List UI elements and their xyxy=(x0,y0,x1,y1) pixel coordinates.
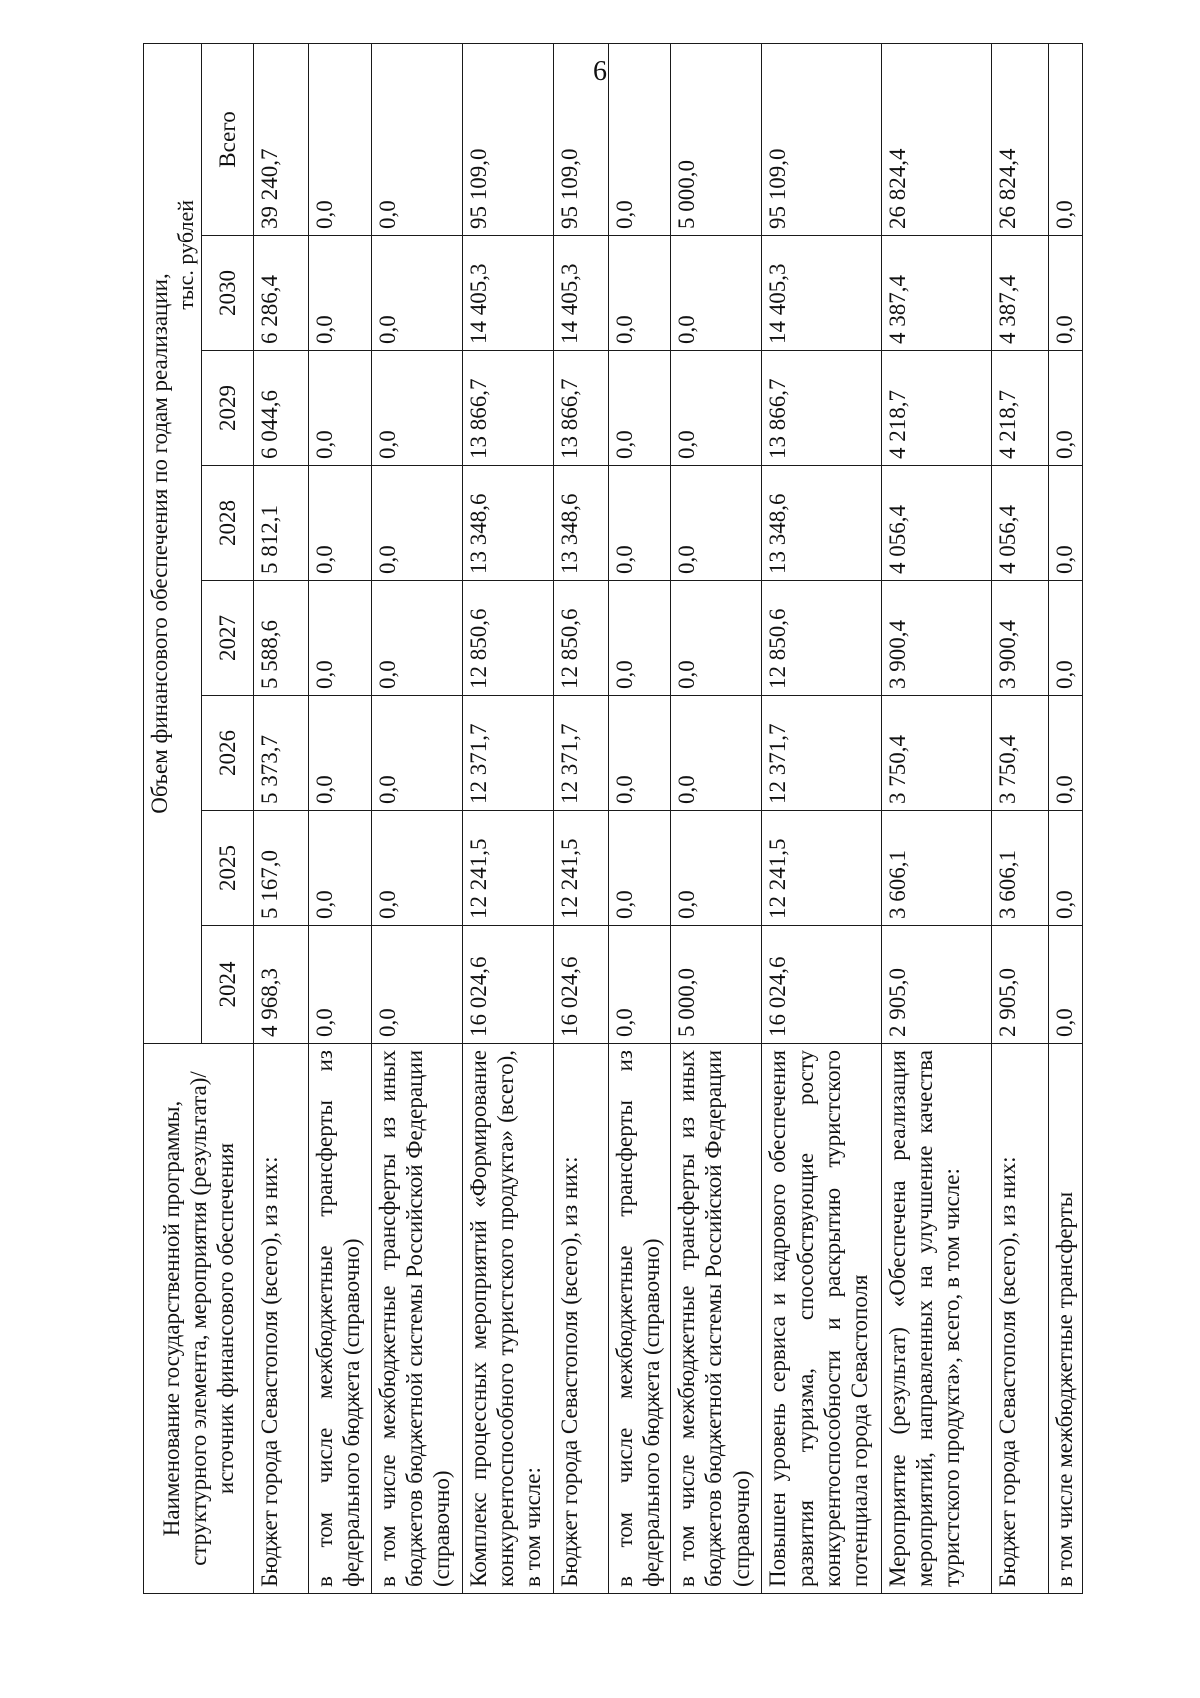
row-year-cell: 14 405,3 xyxy=(462,236,553,351)
row-year-cell: 0,0 xyxy=(1049,351,1083,466)
row-name: Мероприятие (результат) «Обеспечена реализация мероприятий, направленных на улучшение качества туристского продукта», всего, в том числе: xyxy=(882,1044,992,1594)
row-year-cell: 0,0 xyxy=(308,236,371,351)
row-year-cell: 13 866,7 xyxy=(462,351,553,466)
row-year-cell: 5 000,0 xyxy=(671,926,762,1044)
row-year-cell: 0,0 xyxy=(308,351,371,466)
row-total-cell: 26 824,4 xyxy=(882,43,992,235)
row-name: в том числе межбюджетные трансферты из федерального бюджета (справочно) xyxy=(308,1044,371,1594)
year-header: 2024 xyxy=(202,926,254,1044)
row-total-cell: 0,0 xyxy=(1049,43,1083,235)
row-year-cell: 0,0 xyxy=(308,811,371,926)
row-year-cell: 0,0 xyxy=(371,926,462,1044)
row-year-cell: 0,0 xyxy=(371,581,462,696)
table-row xyxy=(762,43,882,1593)
row-year-cell: 13 866,7 xyxy=(762,351,882,466)
row-year-cell: 0,0 xyxy=(308,696,371,811)
row-name: в том числе межбюджетные трансферты из иных бюджетов бюджетной системы Российской Федерации (справочно) xyxy=(671,1044,762,1594)
row-year-cell: 0,0 xyxy=(371,696,462,811)
row-year-cell: 12 850,6 xyxy=(553,581,608,696)
row-year-cell: 2 905,0 xyxy=(882,926,992,1044)
row-total-cell: 26 824,4 xyxy=(992,43,1049,235)
row-year-cell: 0,0 xyxy=(671,581,762,696)
row-year-cell: 0,0 xyxy=(1049,466,1083,581)
header-name: Наименование государственной программы, структурного элемента, мероприятия (результата)/источник финансового обеспечения xyxy=(144,1044,254,1594)
row-year-cell: 0,0 xyxy=(1049,581,1083,696)
row-year-cell: 13 348,6 xyxy=(462,466,553,581)
row-year-cell: 0,0 xyxy=(671,351,762,466)
row-year-cell: 0,0 xyxy=(671,466,762,581)
row-year-cell: 14 405,3 xyxy=(553,236,608,351)
row-total-cell: 95 109,0 xyxy=(762,43,882,235)
row-year-cell: 13 866,7 xyxy=(553,351,608,466)
row-year-cell: 4 218,7 xyxy=(882,351,992,466)
table-body xyxy=(254,43,1083,1593)
row-year-cell: 0,0 xyxy=(371,466,462,581)
year-header: 2028 xyxy=(202,466,254,581)
row-year-cell: 12 371,7 xyxy=(762,696,882,811)
row-year-cell: 0,0 xyxy=(608,696,671,811)
row-year-cell: 12 241,5 xyxy=(553,811,608,926)
year-header: 2030 xyxy=(202,236,254,351)
row-total-cell: 0,0 xyxy=(308,43,371,235)
row-year-cell: 3 750,4 xyxy=(882,696,992,811)
row-total-cell: 95 109,0 xyxy=(462,43,553,235)
table-row xyxy=(553,43,608,1593)
row-year-cell: 0,0 xyxy=(371,236,462,351)
page-number: 6 xyxy=(593,56,607,87)
row-year-cell: 3 900,4 xyxy=(992,581,1049,696)
row-year-cell: 4 968,3 xyxy=(254,926,309,1044)
row-year-cell: 2 905,0 xyxy=(992,926,1049,1044)
row-year-cell: 14 405,3 xyxy=(762,236,882,351)
row-year-cell: 4 056,4 xyxy=(882,466,992,581)
row-name: в том числе межбюджетные трансферты из федерального бюджета (справочно) xyxy=(608,1044,671,1594)
row-year-cell: 13 348,6 xyxy=(553,466,608,581)
year-header: 2025 xyxy=(202,811,254,926)
row-year-cell: 0,0 xyxy=(608,581,671,696)
row-year-cell: 0,0 xyxy=(371,811,462,926)
row-year-cell: 0,0 xyxy=(608,926,671,1044)
row-name: Комплекс процессных мероприятий «Формирование конкурентоспособного туристского продукта» (всего), в том числе: xyxy=(462,1044,553,1594)
row-year-cell: 5 167,0 xyxy=(254,811,309,926)
row-name: в том числе межбюджетные трансферты xyxy=(1049,1044,1083,1594)
row-year-cell: 0,0 xyxy=(671,236,762,351)
row-year-cell: 0,0 xyxy=(1049,696,1083,811)
header-volume xyxy=(144,43,202,1043)
row-year-cell: 0,0 xyxy=(1049,811,1083,926)
row-year-cell: 5 588,6 xyxy=(254,581,309,696)
row-year-cell: 13 348,6 xyxy=(762,466,882,581)
row-year-cell: 3 606,1 xyxy=(882,811,992,926)
rotated-table-wrapper xyxy=(143,111,1083,1594)
year-header: 2027 xyxy=(202,581,254,696)
row-year-cell: 12 241,5 xyxy=(762,811,882,926)
row-year-cell: 12 850,6 xyxy=(762,581,882,696)
row-year-cell: 0,0 xyxy=(608,811,671,926)
row-year-cell: 0,0 xyxy=(1049,926,1083,1044)
row-year-cell: 3 606,1 xyxy=(992,811,1049,926)
row-year-cell: 0,0 xyxy=(371,351,462,466)
row-total-cell: 95 109,0 xyxy=(553,43,608,235)
row-year-cell: 16 024,6 xyxy=(762,926,882,1044)
row-year-cell: 16 024,6 xyxy=(462,926,553,1044)
row-total-cell: 0,0 xyxy=(608,43,671,235)
table-row xyxy=(462,43,553,1593)
table-row xyxy=(608,43,671,1593)
row-year-cell: 12 850,6 xyxy=(462,581,553,696)
row-year-cell: 0,0 xyxy=(1049,236,1083,351)
table-row xyxy=(671,43,762,1593)
row-year-cell: 0,0 xyxy=(308,926,371,1044)
table-row xyxy=(371,43,462,1593)
row-name: Бюджет города Севастополя (всего), из них: xyxy=(254,1044,309,1594)
row-name: Повышен уровень сервиса и кадрового обеспечения развития туризма, способствующие росту конкурентоспособности и раскрытию туристского потенциала города Севастополя xyxy=(762,1044,882,1594)
row-name: Бюджет города Севастополя (всего), из них: xyxy=(992,1044,1049,1594)
row-year-cell: 6 286,4 xyxy=(254,236,309,351)
row-year-cell: 0,0 xyxy=(608,351,671,466)
row-year-cell: 0,0 xyxy=(608,466,671,581)
table-row xyxy=(1049,43,1083,1593)
row-year-cell: 12 241,5 xyxy=(462,811,553,926)
row-year-cell: 16 024,6 xyxy=(553,926,608,1044)
row-year-cell: 0,0 xyxy=(308,581,371,696)
row-name: в том числе межбюджетные трансферты из иных бюджетов бюджетной системы Российской Федерации (справочно) xyxy=(371,1044,462,1594)
row-year-cell: 4 218,7 xyxy=(992,351,1049,466)
row-year-cell: 6 044,6 xyxy=(254,351,309,466)
header-row-top xyxy=(144,43,202,1593)
table-row xyxy=(992,43,1049,1593)
row-year-cell: 12 371,7 xyxy=(462,696,553,811)
year-header: 2026 xyxy=(202,696,254,811)
row-year-cell: 0,0 xyxy=(671,811,762,926)
row-year-cell: 4 387,4 xyxy=(882,236,992,351)
row-year-cell: 0,0 xyxy=(308,466,371,581)
row-total-cell: 39 240,7 xyxy=(254,43,309,235)
row-name: Бюджет города Севастополя (всего), из них: xyxy=(553,1044,608,1594)
table-row xyxy=(308,43,371,1593)
row-year-cell: 3 750,4 xyxy=(992,696,1049,811)
row-year-cell: 3 900,4 xyxy=(882,581,992,696)
financing-table xyxy=(143,43,1083,1594)
year-header: 2029 xyxy=(202,351,254,466)
row-year-cell: 12 371,7 xyxy=(553,696,608,811)
row-total-cell: 5 000,0 xyxy=(671,43,762,235)
table-row xyxy=(882,43,992,1593)
row-year-cell: 4 387,4 xyxy=(992,236,1049,351)
total-header: Всего xyxy=(202,43,254,235)
table-row xyxy=(254,43,309,1593)
row-year-cell: 5 373,7 xyxy=(254,696,309,811)
row-year-cell: 0,0 xyxy=(671,696,762,811)
row-total-cell: 0,0 xyxy=(371,43,462,235)
header-volume-label: Объем финансового обеспечения по годам реализации, xyxy=(147,273,172,814)
row-year-cell: 0,0 xyxy=(608,236,671,351)
row-year-cell: 5 812,1 xyxy=(254,466,309,581)
row-year-cell: 4 056,4 xyxy=(992,466,1049,581)
header-unit: тыс. рублей xyxy=(173,199,199,310)
